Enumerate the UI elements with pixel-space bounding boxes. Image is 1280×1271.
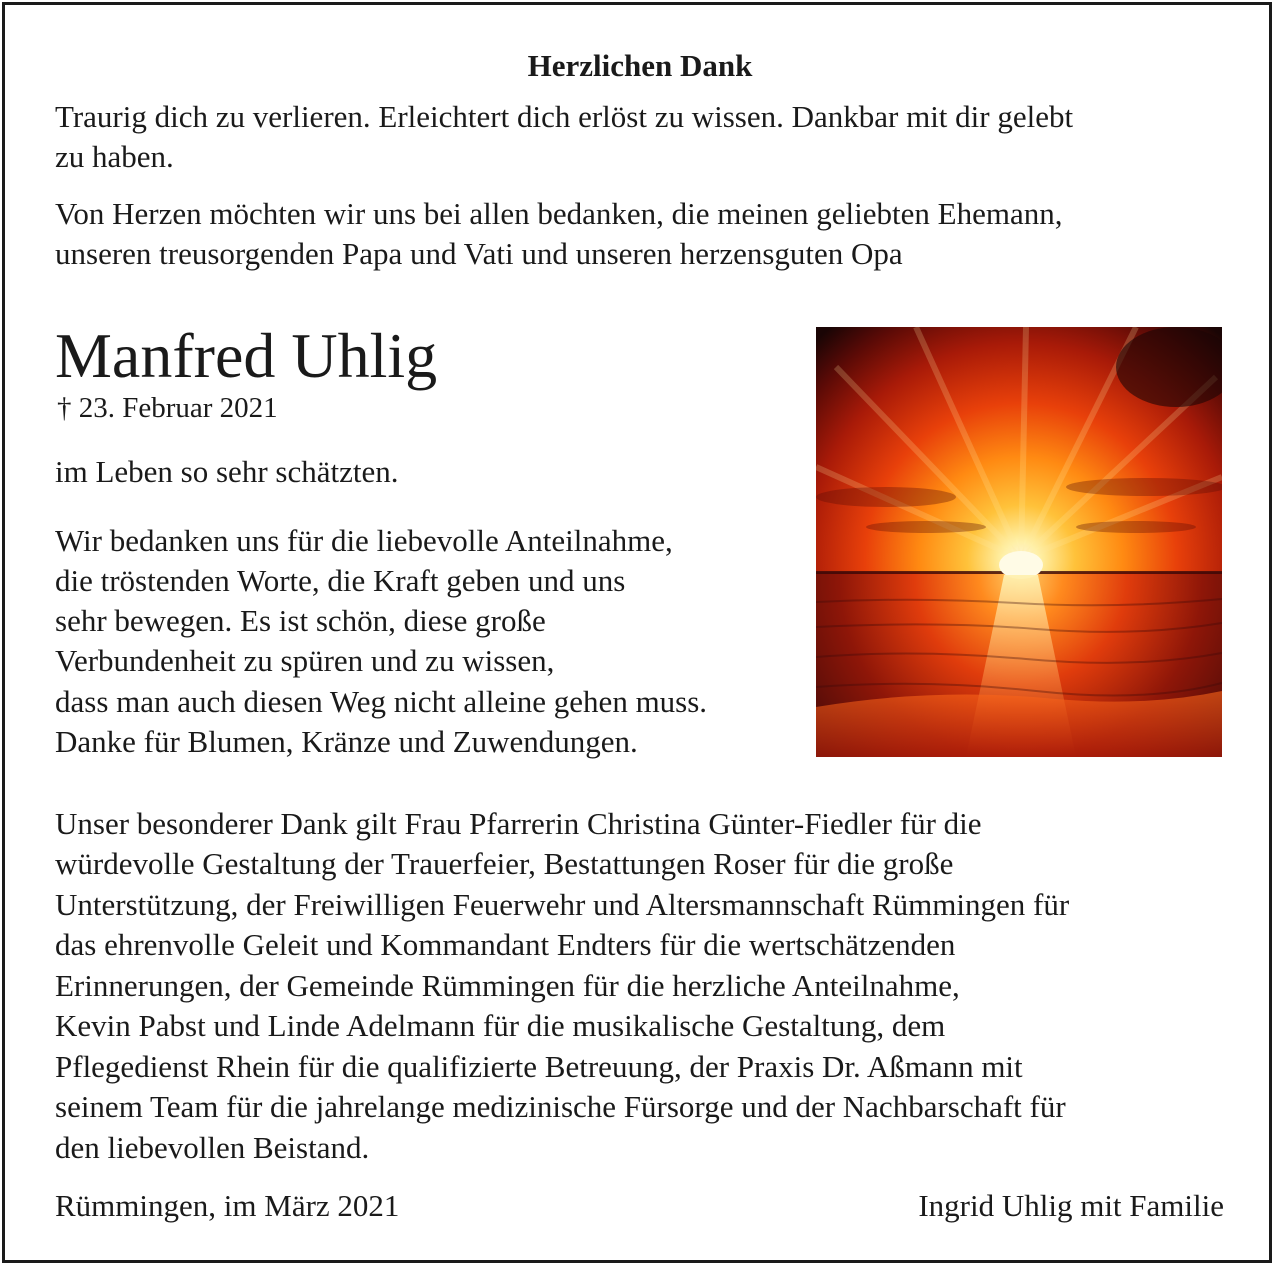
sympathy-line: dass man auch diesen Weg nicht alleine gehen muss. [55,684,708,719]
intro-line: zu haben. [55,139,174,174]
special-thanks-line: Unterstützung, der Freiwilligen Feuerwehr und Altersmannschaft Rümmingen für [55,887,1070,922]
intro-line: Traurig dich zu verlieren. Erleichtert dich erlöst zu wissen. Dankbar mit dir gelebt [55,99,1074,134]
special-thanks-line: Erinnerungen, der Gemeinde Rümmingen für die herzliche Anteilnahme, [55,968,960,1003]
special-thanks-line: seinem Team für die jahrelange medizinische Fürsorge und der Nachbarschaft für [55,1089,1066,1124]
sympathy-line: Danke für Blumen, Kränze und Zuwendungen. [55,724,638,759]
place-date: Rümmingen, im März 2021 [55,1188,400,1223]
esteem-line: im Leben so sehr schätzten. [55,454,399,489]
special-thanks-line: das ehrenvolle Geleit und Kommandant Endters für die wertschätzenden [55,927,956,962]
special-thanks-line: Kevin Pabst und Linde Adelmann für die musikalische Gestaltung, dem [55,1008,946,1043]
shoreline [816,691,1222,757]
sympathy-line: sehr bewegen. Es ist schön, diese große [55,603,546,638]
special-thanks-line: würdevolle Gestaltung der Trauerfeier, Bestattungen Roser für die große [55,846,954,881]
deceased-name: Manfred Uhlig [55,320,438,391]
sympathy-line: Verbundenheit zu spüren und zu wissen, [55,643,555,678]
death-date: † 23. Februar 2021 [57,392,278,424]
special-thanks-line: den liebevollen Beistand. [55,1130,370,1165]
special-thanks-line: Unser besonderer Dank gilt Frau Pfarrerin Christina Günter-Fiedler für die [55,806,982,841]
notice-heading: Herzlichen Dank [527,48,753,83]
sympathy-line: Wir bedanken uns für die liebevolle Anteilnahme, [55,523,673,558]
sunset-photo [816,327,1222,757]
special-thanks-line: Pflegedienst Rhein für die qualifizierte Betreuung, der Praxis Dr. Aßmann mit [55,1049,1023,1084]
sun-icon [999,551,1043,579]
thanks-line: Von Herzen möchten wir uns bei allen bedanken, die meinen geliebten Ehemann, [55,196,1063,231]
sympathy-line: die tröstenden Worte, die Kraft geben und uns [55,563,626,598]
thanks-line: unseren treusorgenden Papa und Vati und unseren herzensguten Opa [55,236,903,271]
signature: Ingrid Uhlig mit Familie [918,1188,1224,1223]
